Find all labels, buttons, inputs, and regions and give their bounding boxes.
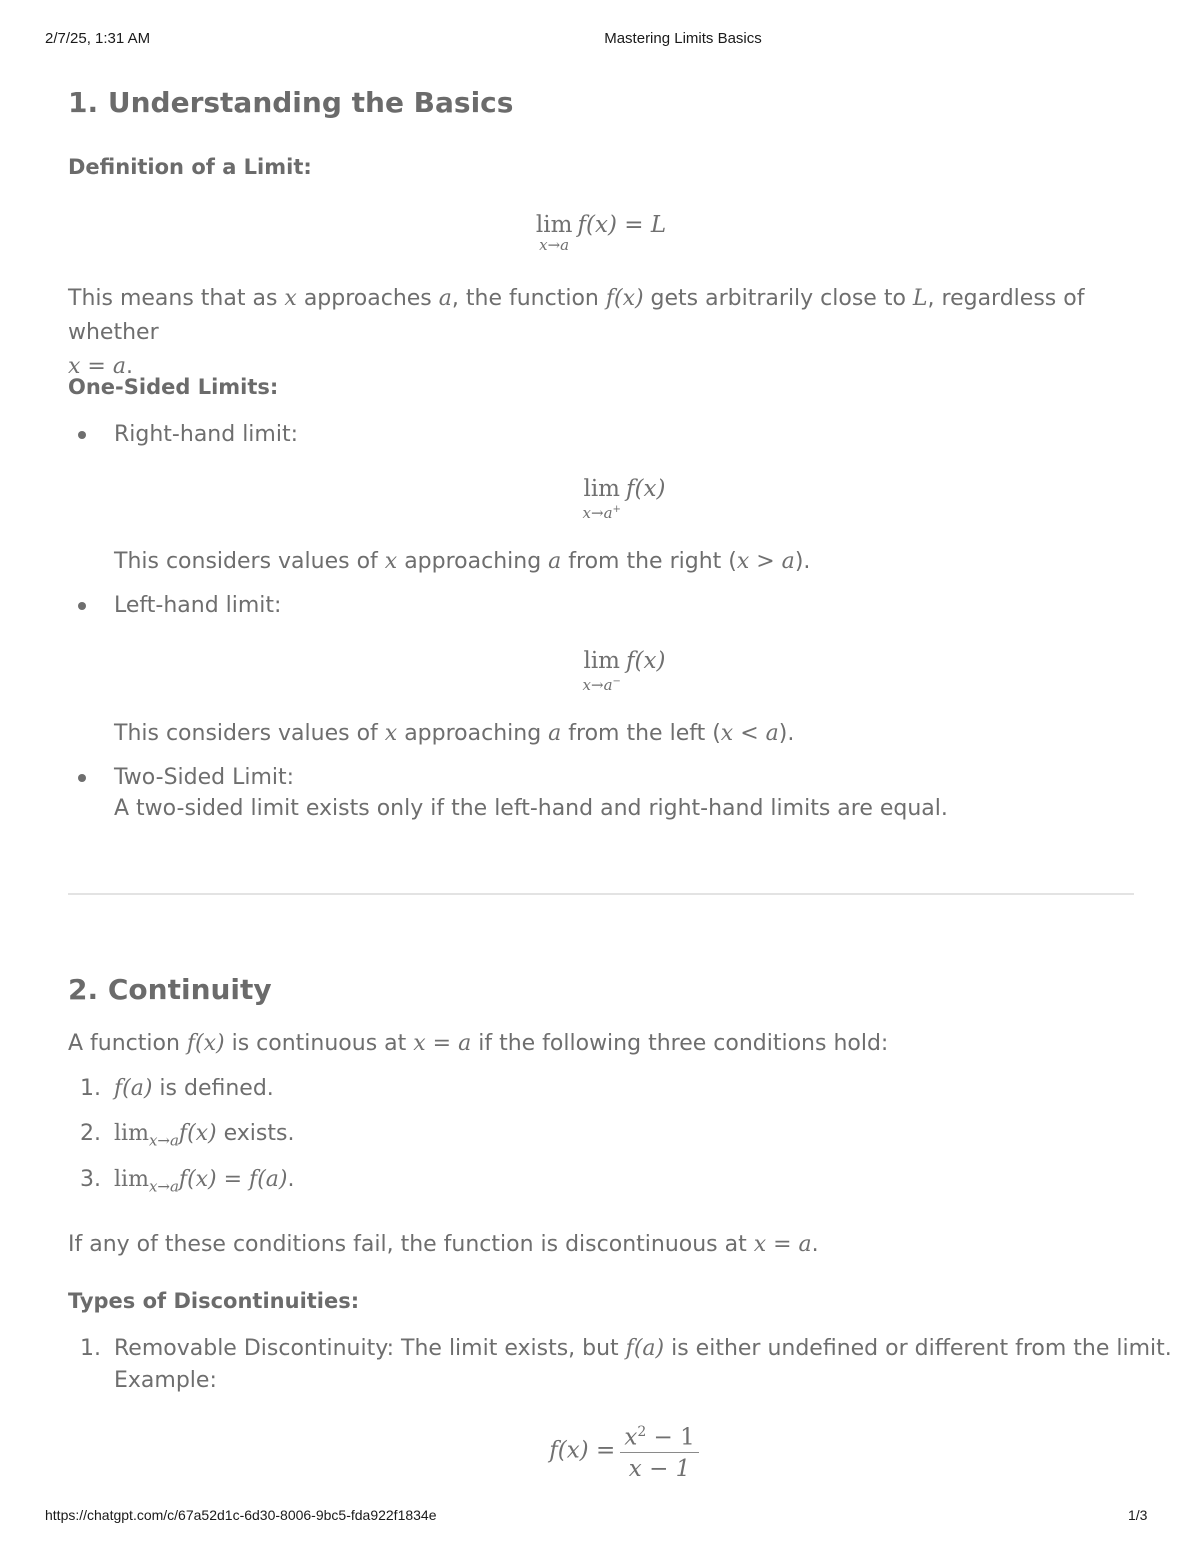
condition-2: $\lim_{x\to a}f(x)$ exists. — [114, 1121, 295, 1150]
section-divider — [68, 893, 1134, 895]
print-datetime: 2/7/25, 1:31 AM — [45, 30, 151, 47]
section2-heading: 2. Continuity — [68, 973, 272, 1006]
right-hand-label: Right-hand limit: — [114, 422, 299, 447]
condition-3-number: 3. — [80, 1167, 101, 1192]
continuity-intro: A function f(x) is continuous at x = a if the following three conditions hold: — [68, 1031, 889, 1056]
removable-example-label: Example: — [114, 1368, 217, 1393]
print-page-number: 1/3 — [1128, 1507, 1148, 1523]
definition-explanation: This means that as x approaches a, the function f(x) gets arbitrarily close to L, regardless of whether x = a. — [68, 286, 1085, 379]
types-label: Types of Discontinuities: — [68, 1289, 360, 1313]
limit-operator: lim x→a — [535, 212, 573, 254]
two-sided-text: A two-sided limit exists only if the left-hand and right-hand limits are equal. — [114, 796, 948, 821]
fail-statement: If any of these conditions fail, the function is discontinuous at x = a. — [68, 1232, 819, 1257]
limit-operator: lim x→a+ — [582, 476, 621, 522]
right-hand-explanation: This considers values of x approaching a from the right (x > a). — [114, 549, 811, 574]
left-hand-explanation: This considers values of x approaching a from the left (x < a). — [114, 721, 795, 746]
limit-operator: lim x→a− — [582, 648, 621, 694]
bullet-icon — [78, 431, 86, 439]
removable-example-formula: f(x) = $\frac{x^2 - 1}{x - 1}$ — [114, 1418, 1134, 1483]
condition-3: $\lim_{x\to a}f(x) = f(a)$. — [114, 1167, 295, 1196]
right-hand-formula: lim x→a+ f(x) — [582, 476, 666, 522]
left-hand-formula: lim x→a− f(x) — [582, 648, 666, 694]
print-url: https://chatgpt.com/c/67a52d1c-6d30-8006-9bc5-fda922f1834e — [45, 1507, 437, 1523]
bullet-icon — [78, 774, 86, 782]
condition-1: f(a) is defined. — [114, 1076, 274, 1101]
removable-number: 1. — [80, 1336, 101, 1361]
two-sided-label: Two-Sided Limit: — [114, 765, 295, 790]
one-sided-label: One-Sided Limits: — [68, 375, 279, 399]
condition-2-number: 2. — [80, 1121, 101, 1146]
print-title: Mastering Limits Basics — [604, 30, 762, 47]
definition-formula — [68, 212, 1134, 253]
condition-1-number: 1. — [80, 1076, 101, 1101]
removable-description: Removable Discontinuity: The limit exists, but f(a) is either undefined or different from the limit. — [114, 1336, 1172, 1361]
section1-heading: 1. Understanding the Basics — [68, 86, 514, 119]
left-hand-label: Left-hand limit: — [114, 593, 282, 618]
bullet-icon — [78, 602, 86, 610]
definition-label: Definition of a Limit: — [68, 155, 312, 179]
fraction: $\frac{x^2 - 1}{x - 1}$ — [620, 1418, 698, 1483]
definition-expression: f(x) = L — [577, 212, 667, 238]
